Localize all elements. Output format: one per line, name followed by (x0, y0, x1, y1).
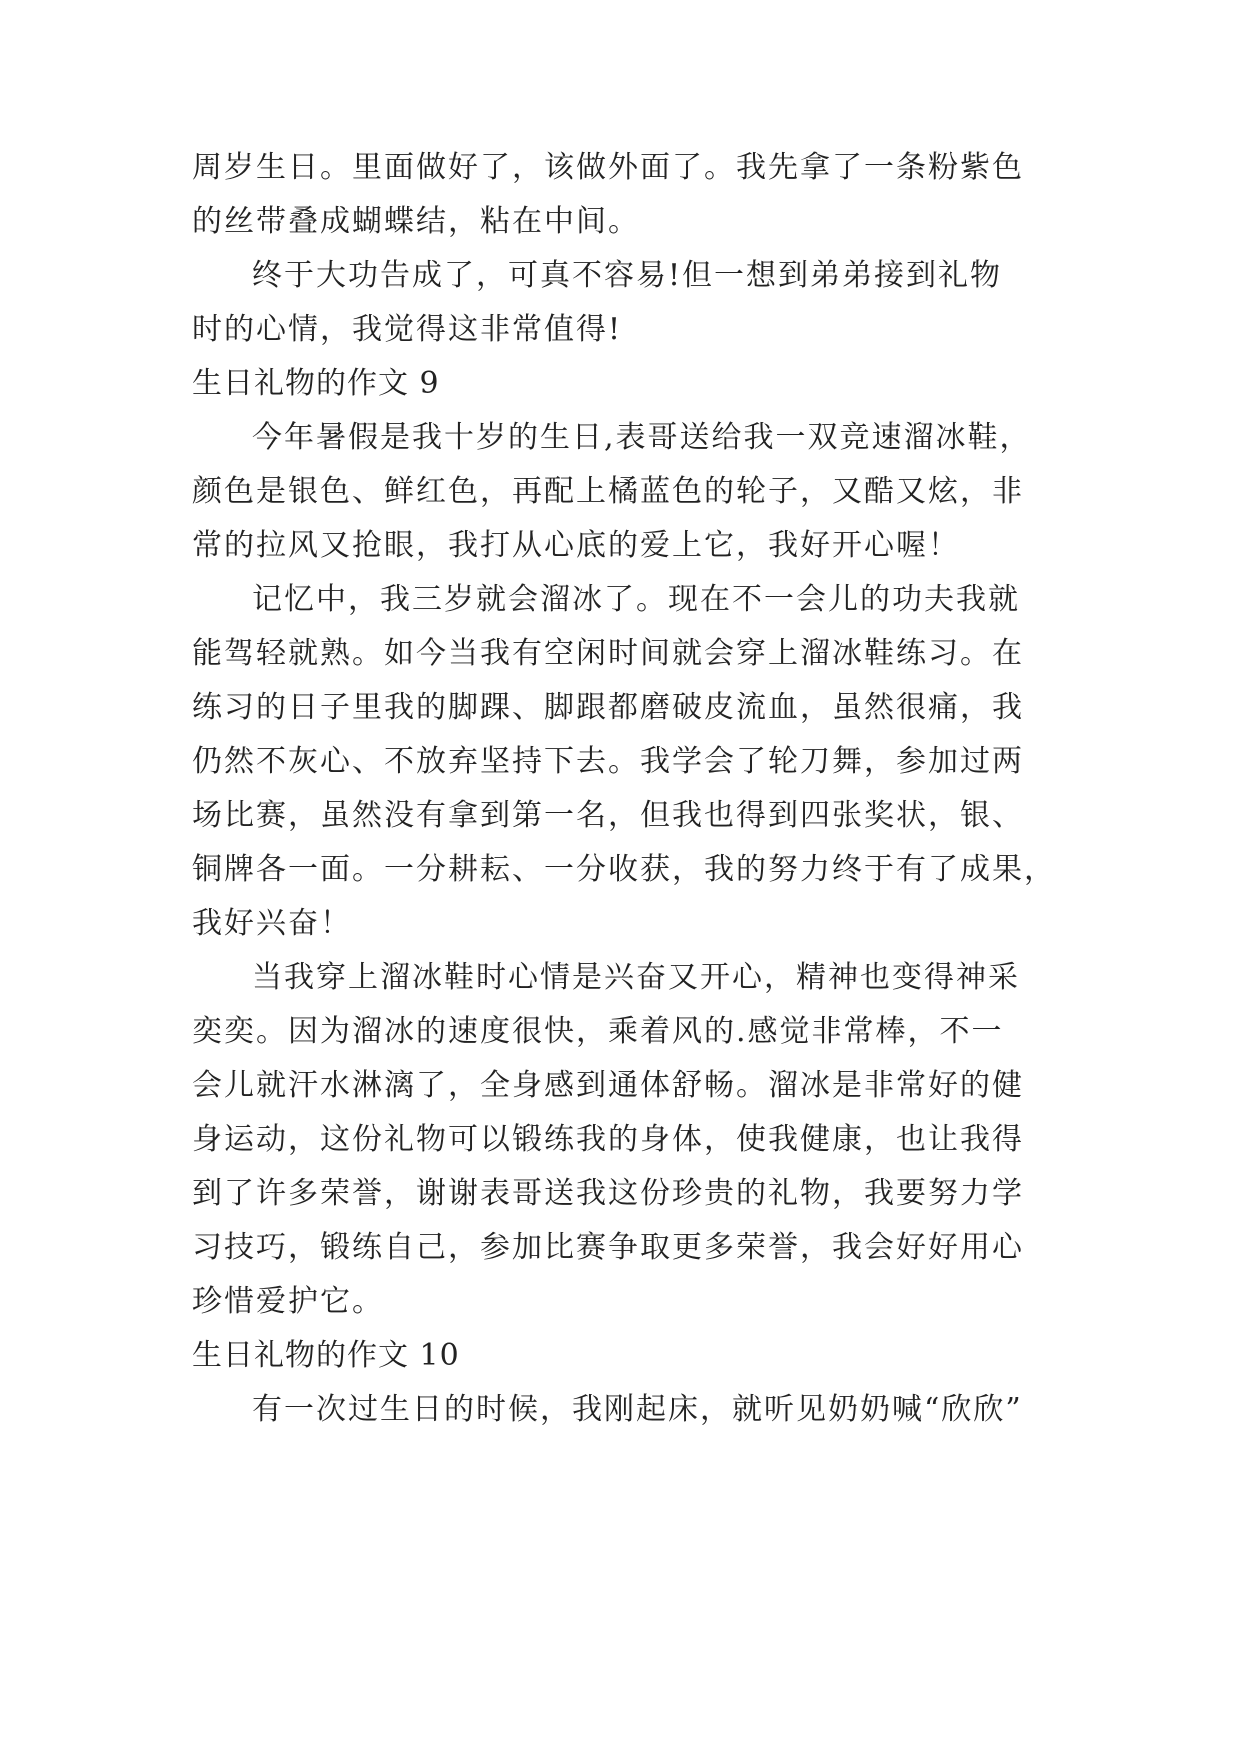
text-line: 常的拉风又抢眼，我打从心底的爱上它，我好开心喔！ (192, 528, 960, 563)
text-line: 铜牌各一面。一分耕耘、一分收获，我的努力终于有了成果， (192, 852, 1056, 887)
text-line: 到了许多荣誉，谢谢表哥送我这份珍贵的礼物，我要努力学 (192, 1176, 1024, 1211)
paragraph-start-line: 当我穿上溜冰鞋时心情是兴奋又开心，精神也变得神采 (252, 960, 1020, 995)
text-line: 珍惜爱护它。 (192, 1284, 384, 1319)
text-line: 练习的日子里我的脚踝、脚跟都磨破皮流血，虽然很痛，我 (192, 690, 1024, 725)
text-line: 会儿就汗水淋漓了，全身感到通体舒畅。溜冰是非常好的健 (192, 1068, 1024, 1103)
section-heading: 生日礼物的作文 9 (192, 366, 440, 401)
text-line: 仍然不灰心、不放弃坚持下去。我学会了轮刀舞，参加过两 (192, 744, 1024, 779)
paragraph-start-line: 记忆中，我三岁就会溜冰了。现在不一会儿的功夫我就 (252, 582, 1020, 617)
text-line: 奕奕。因为溜冰的速度很快，乘着风的.感觉非常棒，不一 (192, 1014, 1004, 1049)
text-line: 我好兴奋！ (192, 906, 352, 941)
text-line: 颜色是银色、鲜红色，再配上橘蓝色的轮子，又酷又炫，非 (192, 474, 1024, 509)
text-line: 身运动，这份礼物可以锻练我的身体，使我健康，也让我得 (192, 1122, 1024, 1157)
section-heading: 生日礼物的作文 10 (192, 1338, 460, 1373)
text-line: 能驾轻就熟。如今当我有空闲时间就会穿上溜冰鞋练习。在 (192, 636, 1024, 671)
text-line: 周岁生日。里面做好了，该做外面了。我先拿了一条粉紫色 (192, 150, 1024, 185)
paragraph-start-line: 终于大功告成了，可真不容易!但一想到弟弟接到礼物 (252, 258, 1003, 293)
text-line: 时的心情，我觉得这非常值得! (192, 312, 623, 347)
paragraph-start-line: 今年暑假是我十岁的生日,表哥送给我一双竞速溜冰鞋， (252, 420, 1032, 455)
paragraph-start-line: 有一次过生日的时候，我刚起床，就听见奶奶喊“欣欣” (252, 1392, 1023, 1427)
text-line: 场比赛，虽然没有拿到第一名，但我也得到四张奖状，银、 (192, 798, 1024, 833)
text-line: 习技巧，锻练自己，参加比赛争取更多荣誉，我会好好用心 (192, 1230, 1024, 1265)
text-line: 的丝带叠成蝴蝶结，粘在中间。 (192, 204, 640, 239)
